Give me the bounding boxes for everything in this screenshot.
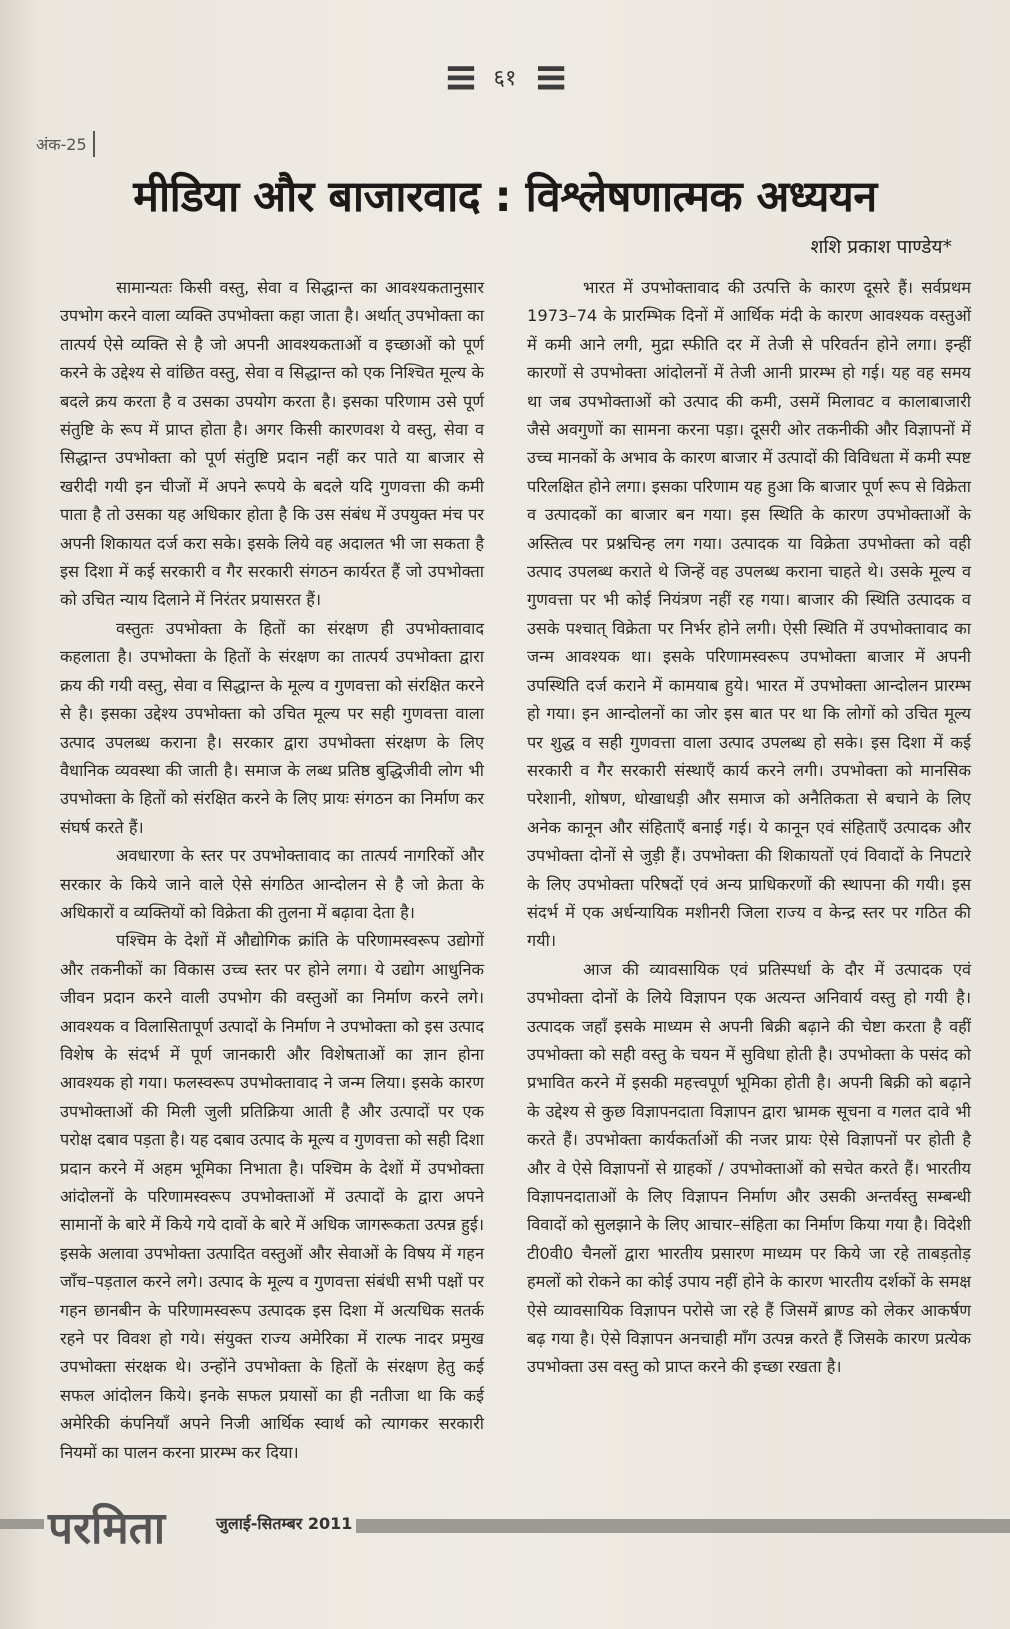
page-footer (0, 1496, 1010, 1556)
issue-date: जुलाई-सितम्बर 2011 (216, 1514, 353, 1533)
right-column (527, 274, 971, 1382)
article-author: शशि प्रकाश पाण्डेय* (810, 236, 952, 258)
article-title: मीडिया और बाजारवाद : विश्लेषणात्मक अध्ययन (133, 172, 877, 222)
paragraph: पश्चिम के देशों में औद्योगिक क्रांति के परिणामस्वरूप उद्योगों और तकनीकों का विकास उच्च स्तर पर होने लगा। ये उद्योग आधुनिक जीवन प्रदान करने वाली उपभोग की वस्तुओं का निर्माण करने लगे। आवश्यक व विलासितापूर्ण उत्पादों के निर्माण ने उपभोक्ता को इस उत्पाद विशेष के संदर्भ में पूर्ण जानकारी और विशेषताओं का ज्ञान होना आवश्यक हो गया। फलस्वरूप उपभोक्तावाद ने जन्म लिया। इसके कारण उपभोक्ताओं की मिली जुली प्रतिक्रिया आती है और उत्पादों पर एक परोक्ष दबाव पड़ता है। यह दबाव उत्पाद के मूल्य व गुणवत्ता को सही दिशा प्रदान करने में अहम भूमिका निभाता है। पश्चिम के देशों में उपभोक्ता आंदोलनों के परिणामस्वरूप उपभोक्ताओं में उत्पादों के द्वारा अपने सामानों के बारे में किये गये दावों के बारे में अधिक जागरूकता उत्पन्न हुई। इसके अलावा उपभोक्ता उत्पादित वस्तुओं और सेवाओं के विषय में गहन जाँच–पड़ताल करने लगे। उत्पाद के मूल्य व गुणवत्ता संबंधी सभी पक्षों पर गहन छानबीन के परिणामस्वरूप उत्पादक इस दिशा में अत्यधिक सतर्क रहने पर विवश हो गये। संयुक्त राज्य अमेरिका में राल्फ नादर प्रमुख उपभोक्ता संरक्षक थे। उन्होंने उपभोक्ता के हितों के संरक्षण हेतु कई सफल आंदोलन किये। इनके सफल प्रयासों का ही नतीजा था कि कई अमेरिकी कंपनियाँ अपने निजी आर्थिक स्वार्थ को त्यागकर सरकारी नियमों का पालन करना प्रारम्भ कर दिया। (60, 931, 484, 1462)
footer-rule-left (0, 1519, 44, 1529)
paragraph: वस्तुतः उपभोक्ता के हितों का संरक्षण ही उपभोक्तावाद कहलाता है। उपभोक्ता के हितों के संरक्षण का तात्पर्य उपभोक्ता द्वारा क्रय की गयी वस्तु, सेवा व सिद्धान्त के मूल्य व गुणवत्ता को संरक्षित करने से है। इसका उद्देश्य उपभोक्ता को उचित मूल्य पर सही गुणवत्ता वाला उत्पाद उपलब्ध कराना है। सरकार द्वारा उपभोक्ता संरक्षण के लिए वैधानिक व्यवस्था की जाती है। समाज के लब्ध प्रतिष्ठ बुद्धिजीवी लोग भी उपभोक्ता के हितों को संरक्षित करने के लिए प्रायः संगठन का निर्माण कर संघर्ष करते हैं। (60, 618, 484, 837)
journal-logo: परमिता (48, 1503, 166, 1554)
left-column (60, 274, 484, 1467)
paragraph: सामान्यतः किसी वस्तु, सेवा व सिद्धान्त का आवश्यकतानुसार उपभोग करने वाला व्यक्ति उपभोक्ता कहा जाता है। अर्थात् उपभोक्ता का तात्पर्य ऐसे व्यक्ति से है जो अपनी आवश्यकताओं व इच्छाओं को पूर्ण करने के उद्देश्य से वांछित वस्तु, सेवा व सिद्धान्त को एक निश्चित मूल्य के बदले क्रय करता है व उसका उपयोग करता है। इसका परिणाम उसे पूर्ण संतुष्टि के रूप में प्राप्त होता है। अगर किसी कारणवश ये वस्तु, सेवा व सिद्धान्त उपभोक्ता को पूर्ण संतुष्टि प्रदान नहीं कर पाते या बाजार से खरीदी गयी इन चीजों में अपने रूपये के बदले यदि गुणवत्ता की कमी पाता है तो उसका यह अधिकार होता है कि उस संबंध में उपयुक्त मंच पर अपनी शिकायत दर्ज करा सके। इसके लिये वह अदालत भी जा सकता है इस दिशा में कई सरकारी व गैर सरकारी संगठन कार्यरत हैं जो उपभोक्ता को उचित न्याय दिलाने में निरंतर प्रयासरत हैं। (60, 278, 484, 610)
volume-tag: अंक-25 (30, 131, 95, 157)
page-folio (0, 52, 1010, 101)
paragraph: आज की व्यावसायिक एवं प्रतिस्पर्धा के दौर में उत्पादक एवं उपभोक्ता दोनों के लिये विज्ञापन एक अत्यन्त अनिवार्य वस्तु हो गयी है। उत्पादक जहाँ इसके माध्यम से अपनी बिक्री बढ़ाने की चेष्टा करता है वहीं उपभोक्ता को सही वस्तु के चयन में सुविधा होती है। उपभोक्ता के पसंद को प्रभावित करने में इसकी महत्त्वपूर्ण भूमिका होती है। अपनी बिक्री को बढ़ाने के उद्देश्य से कुछ विज्ञापनदाता विज्ञापन द्वारा भ्रामक सूचना व गलत दावे भी करते हैं। उपभोक्ता कार्यकर्ताओं की नजर प्रायः ऐसे विज्ञापनों पर होती है और वे ऐसे विज्ञापनों से ग्राहकों / उपभोक्ताओं को सचेत करते हैं। भारतीय विज्ञापनदाताओं के लिए विज्ञापन निर्माण और उसकी अन्तर्वस्तु सम्बन्धी विवादों को सुलझाने के लिए आचार–संहिता का निर्माण किया गया है। विदेशी टी0वी0 चैनलों द्वारा भारतीय प्रसारण माध्यम पर किये जा रहे ताबड़तोड़ हमलों को रोकने का कोई उपाय नहीं होने के कारण भारतीय दर्शकों के समक्ष ऐसे व्यावसायिक विज्ञापन परोसे जा रहे हैं जिसमें ब्राण्ड को लेकर आकर्षण बढ़ गया है। ऐसे विज्ञापन अनचाही माँग उत्पन्न करते हैं जिसके कारण प्रत्येक उपभोक्ता उस वस्तु को प्राप्त करने की इच्छा रखता है। (527, 959, 971, 1377)
folio-ornament-right: ≡ (533, 52, 567, 101)
paragraph: भारत में उपभोक्तावाद की उत्पत्ति के कारण दूसरे हैं। सर्वप्रथम 1973–74 के प्रारम्भिक दिनों में आर्थिक मंदी के कारण आवश्यक वस्तुओं में कमी आने लगी, मुद्रा स्फीति दर में तेजी से परिवर्तन होने लगा। इन्हीं कारणों से उपभोक्ता आंदोलनों में तेजी आनी प्रारम्भ हो गई। यह वह समय था जब उपभोक्ताओं को उत्पाद की कमी, उसमें मिलावट व कालाबाजारी जैसे अवगुणों का सामना करना पड़ा। दूसरी ओर तकनीकी और विज्ञापनों में उच्च मानकों के अभाव के कारण बाजार में उत्पादों की विविधता में कमी स्पष्ट परिलक्षित होने लगा। इसका परिणाम यह हुआ कि बाजार पूर्ण रूप से विक्रेता व उत्पादकों का बाजार बन गया। इस स्थिति के कारण उपभोक्ताओं के अस्तित्व पर प्रश्नचिन्ह लग गया। उत्पादक या विक्रेता उपभोक्ता को वही उत्पाद उपलब्ध कराते थे जिन्हें वह उपलब्ध कराना चाहते थे। उसके मूल्य व गुणवत्ता पर भी कोई नियंत्रण नहीं रह गया। बाजार की स्थिति उत्पादक व उसके पश्चात् विक्रेता पर निर्भर होने लगी। ऐसी स्थिति में उपभोक्तावाद का जन्म आवश्यक था। इसके परिणामस्वरूप उपभोक्ता बाजार में अपनी उपस्थिति दर्ज कराने में कामयाब हुये। भारत में उपभोक्ता आन्दोलन प्रारम्भ हो गया। इन आन्दोलनों का जोर इस बात पर था कि लोगों को उचित मूल्य पर शुद्ध व सही गुणवत्ता वाला उत्पाद उपलब्ध हो सके। इस दिशा में कई सरकारी व गैर सरकारी संस्थाएँ कार्य करने लगी। उपभोक्ता को मानसिक परेशानी, शोषण, धोखाधड़ी और समाज को अनैतिकता से बचाने के लिए अनेक कानून और संहिताएँ बनाई गई। ये कानून एवं संहिताएँ उत्पादक और उपभोक्ता दोनों से जुड़ी हैं। उपभोक्ता की शिकायतों एवं विवादों के निपटारे के लिए उपभोक्ता परिषदों एवं अन्य प्राधिकरणों की स्थापना की गयी। इस संदर्भ में एक अर्धन्यायिक मशीनरी जिला राज्य व केन्द्र स्तर पर गठित की गयी। (527, 278, 971, 951)
paragraph: अवधारणा के स्तर पर उपभोक्तावाद का तात्पर्य नागरिकों और सरकार के किये जाने वाले ऐसे संगठित आन्दोलन से है जो क्रेता के अधिकारों व व्यक्तियों को विक्रेता की तुलना में बढ़ावा देता है। (60, 846, 484, 922)
page-number: ६१ (493, 65, 517, 91)
footer-rule (356, 1519, 1010, 1533)
folio-ornament-left: ≡ (443, 52, 477, 101)
